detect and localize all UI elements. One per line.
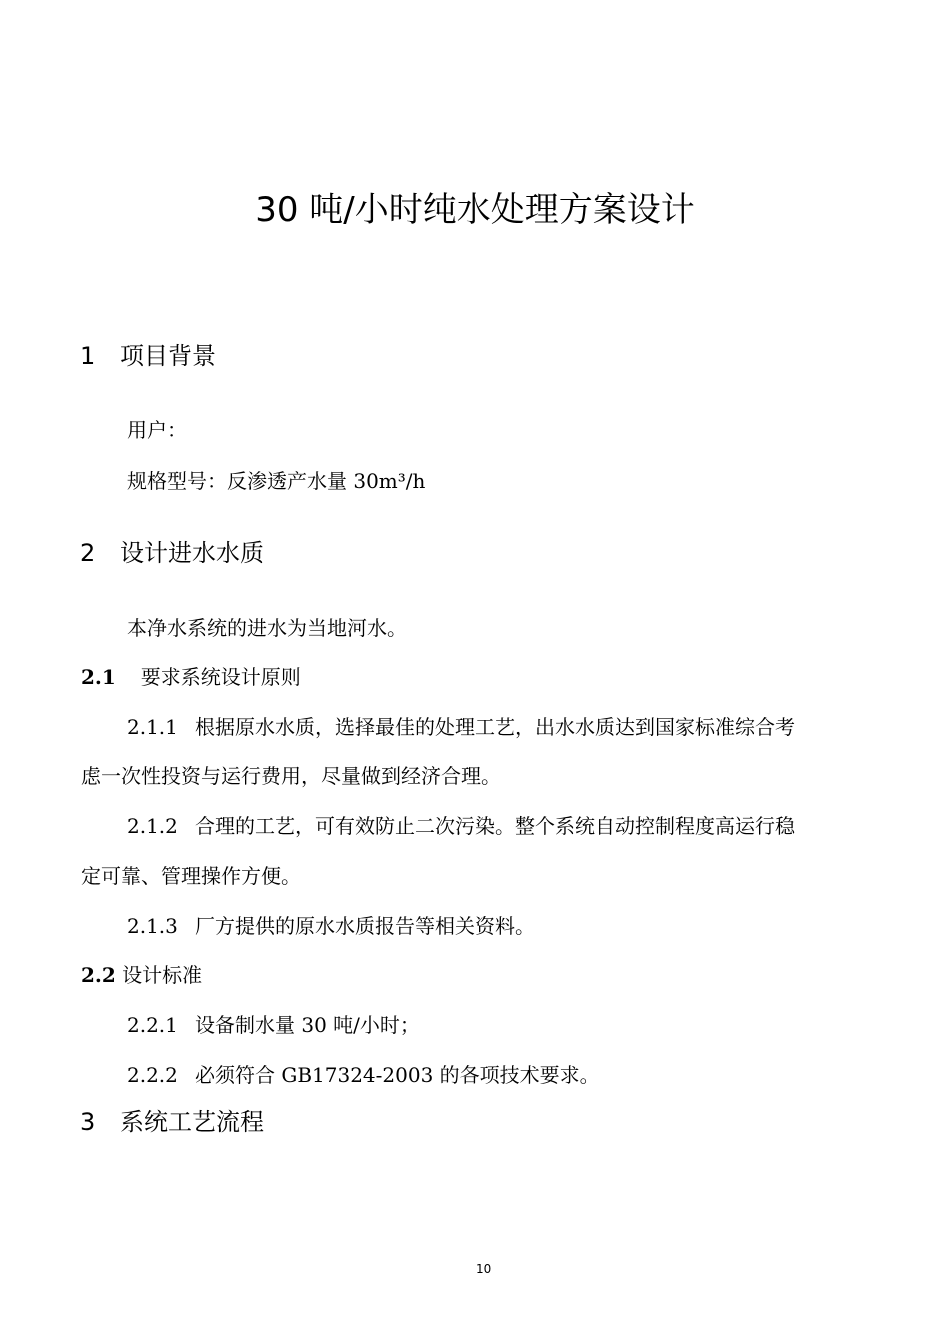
subsection-number: 2.2 xyxy=(81,963,116,987)
clause-text: 设备制水量 30 吨/小时； xyxy=(195,1013,420,1037)
section-title: 项目背景 xyxy=(120,342,216,370)
clause-2-1-3 xyxy=(127,911,535,941)
clause-2-1-2-continued: 定可靠、管理操作方便。 xyxy=(81,864,301,888)
subsection-2-2-heading xyxy=(81,960,202,990)
section-number: 2 xyxy=(80,539,96,567)
section-3-heading xyxy=(80,1105,264,1139)
clause-number: 2.2.2 xyxy=(127,1063,178,1087)
clause-number: 2.2.1 xyxy=(127,1013,178,1037)
clause-2-2-2 xyxy=(127,1060,600,1090)
section-number: 1 xyxy=(80,342,96,370)
clause-text: 必须符合 GB17324-2003 的各项技术要求。 xyxy=(195,1063,600,1087)
subsection-2-1-heading xyxy=(81,662,301,692)
user-label: 用户： xyxy=(127,418,187,442)
clause-number: 2.1.2 xyxy=(127,814,178,838)
spec-line: 规格型号：反渗透产水量 30m³/h xyxy=(127,469,426,493)
subsection-title: 要求系统设计原则 xyxy=(140,665,301,689)
clause-text: 根据原水水质，选择最佳的处理工艺，出水水质达到国家标准综合考 xyxy=(195,715,795,739)
clause-2-1-2 xyxy=(127,811,795,841)
section-2-intro: 本净水系统的进水为当地河水。 xyxy=(127,616,407,640)
clause-text: 合理的工艺，可有效防止二次污染。整个系统自动控制程度高运行稳 xyxy=(195,814,795,838)
clause-2-1-1 xyxy=(127,712,795,742)
section-1-heading xyxy=(80,339,216,373)
clause-number: 2.1.3 xyxy=(127,914,178,938)
section-2-heading xyxy=(80,536,264,570)
section-title: 系统工艺流程 xyxy=(120,1108,264,1136)
clause-text: 厂方提供的原水水质报告等相关资料。 xyxy=(195,914,535,938)
subsection-title: 设计标准 xyxy=(122,963,203,987)
clause-2-2-1 xyxy=(127,1010,420,1040)
document-title: 30 吨/小时纯水处理方案设计 xyxy=(255,190,695,230)
section-title: 设计进水水质 xyxy=(120,539,264,567)
clause-number: 2.1.1 xyxy=(127,715,178,739)
section-number: 3 xyxy=(80,1108,96,1136)
clause-2-1-1-continued: 虑一次性投资与运行费用，尽量做到经济合理。 xyxy=(81,764,501,788)
subsection-number: 2.1 xyxy=(81,665,116,689)
page-number: 10 xyxy=(476,1262,492,1276)
